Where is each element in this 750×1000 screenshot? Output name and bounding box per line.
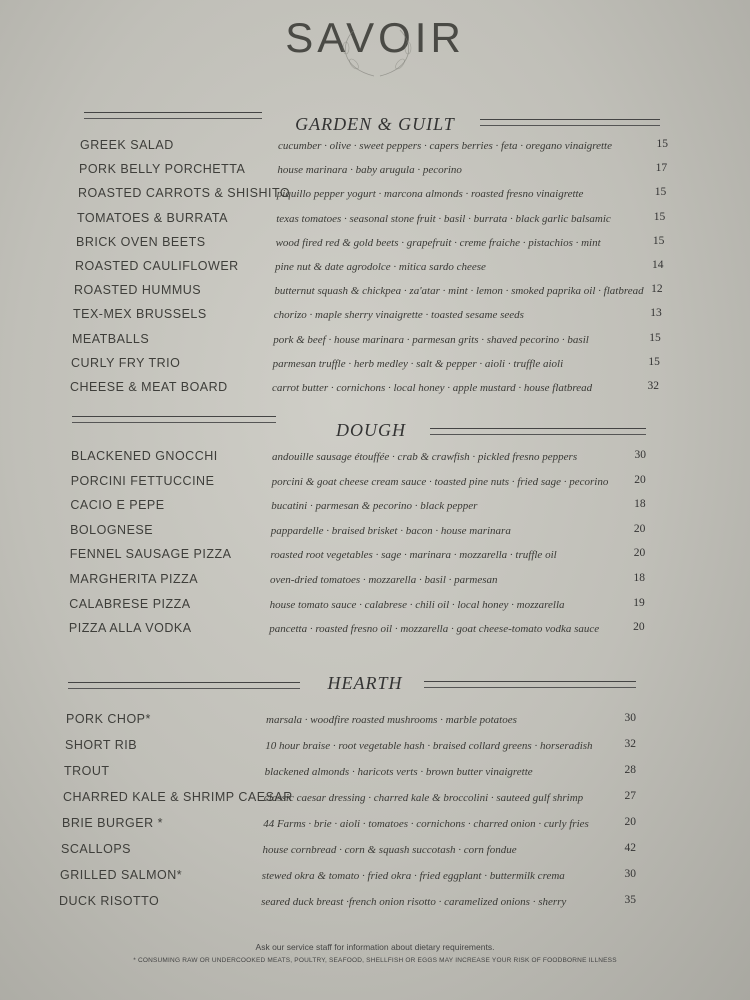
- menu-item-description: classic caesar dressing · charred kale & broccolini · sauteed gulf shrimp: [263, 792, 584, 804]
- section-title-garden: GARDEN & GUILT: [295, 114, 455, 134]
- menu-item: [0, 738, 750, 760]
- section-rule-right: [430, 428, 646, 435]
- menu-item: [0, 764, 750, 786]
- menu-item: [0, 572, 750, 594]
- dietary-note: Ask our service staff for information about dietary requirements.: [255, 942, 495, 952]
- menu-item-name: ROASTED CARROTS & SHISHITO: [78, 186, 291, 201]
- menu-item: [0, 523, 750, 545]
- wreath-icon: [334, 20, 420, 82]
- menu-item-description: house cornbread · corn & squash succotash · corn fondue: [262, 844, 517, 856]
- menu-item-price: 20: [633, 547, 646, 560]
- menu-item: [0, 868, 750, 890]
- menu-item-name: TOMATOES & BURRATA: [77, 210, 228, 225]
- menu-item-name: CACIO E PEPE: [70, 498, 165, 513]
- menu-item-name: CHARRED KALE & SHRIMP CAESAR: [63, 790, 293, 804]
- menu-item-name: CHEESE & MEAT BOARD: [70, 380, 228, 394]
- menu-item-name: BRIE BURGER *: [62, 816, 163, 830]
- menu-item-description: oven-dried tomatoes · mozzarella · basil · parmesan: [270, 574, 498, 586]
- menu-item-description: 10 hour braise · root vegetable hash · braised collard greens · horseradish: [265, 740, 593, 752]
- menu-item-name: DUCK RISOTTO: [59, 894, 160, 908]
- menu-item: [0, 621, 750, 643]
- menu-item: [0, 186, 750, 208]
- menu-item-price: 32: [647, 380, 659, 392]
- menu-item-description: cucumber · olive · sweet peppers · capers berries · feta · oregano vinaigrette: [278, 140, 612, 152]
- menu-item: [0, 597, 750, 619]
- menu-item: [0, 283, 750, 305]
- menu-item-price: 15: [654, 186, 667, 199]
- menu-item: [0, 816, 750, 838]
- menu-item-name: TEX-MEX BRUSSELS: [73, 307, 207, 322]
- menu-item-price: 12: [651, 283, 663, 296]
- menu-item-description: 44 Farms · brie · aioli · tomatoes · cornichons · charred onion · curly fries: [263, 818, 589, 830]
- menu-item-description: texas tomatoes · seasonal stone fruit · basil · burrata · black garlic balsamic: [276, 212, 611, 225]
- menu-item-price: 15: [656, 138, 668, 150]
- menu-item-name: PORK CHOP*: [66, 712, 151, 726]
- menu-item-price: 32: [624, 738, 636, 750]
- menu-item-price: 20: [624, 816, 636, 828]
- menu-item-description: pappardelle · braised brisket · bacon · house marinara: [270, 524, 511, 537]
- menu-item-price: 42: [624, 842, 636, 854]
- menu-item-name: GRILLED SALMON*: [60, 868, 183, 882]
- menu-item-price: 18: [633, 572, 645, 584]
- menu-item: [0, 332, 750, 354]
- foodborne-warning: * CONSUMING RAW OR UNDERCOOKED MEATS, POULTRY, SEAFOOD, SHELLFISH OR EGGS MAY INCREASE YOUR RISK OF FOODBORNE ILLNESS: [133, 957, 617, 964]
- menu-item-description: stewed okra & tomato · fried okra · fried eggplant · buttermilk crema: [261, 870, 565, 882]
- menu-item: [0, 356, 750, 378]
- menu-item: [0, 380, 750, 402]
- menu-item-name: PORCINI FETTUCCINE: [70, 473, 215, 488]
- menu-item-description: bucatini · parmesan & pecorino · black pepper: [271, 500, 478, 513]
- menu-item-name: MEATBALLS: [72, 331, 150, 346]
- menu-item-name: ROASTED CAULIFLOWER: [75, 259, 239, 273]
- menu-item-name: CURLY FRY TRIO: [71, 355, 181, 370]
- menu-item-price: 15: [653, 210, 666, 223]
- menu-item-name: ROASTED HUMMUS: [74, 283, 202, 298]
- menu-item-description: andouille sausage étouffée · crab & crawfish · pickled fresno peppers: [272, 451, 578, 463]
- menu-item-description: parmesan truffle · herb medley · salt & pepper · aioli · truffle aioli: [272, 357, 564, 370]
- menu-item-name: BOLOGNESE: [70, 522, 154, 537]
- menu-item-description: blackened almonds · haricots verts · brown butter vinaigrette: [264, 766, 533, 778]
- menu-item-description: wood fired red & gold beets · grapefruit · creme fraiche · pistachios · mint: [275, 236, 601, 249]
- menu-item-description: piquillo pepper yogurt · marcona almonds · roasted fresno vinaigrette: [276, 188, 584, 201]
- menu-item-description: porcini & goat cheese cream sauce · toasted pine nuts · fried sage · pecorino: [271, 475, 609, 488]
- menu-item-price: 17: [655, 162, 668, 175]
- menu-item: [0, 235, 750, 257]
- menu-item-description: pancetta · roasted fresno oil · mozzarella · goat cheese-tomato vodka sauce: [269, 623, 600, 636]
- menu-item: [0, 138, 750, 160]
- menu-item-price: 35: [624, 894, 636, 906]
- menu-item-price: 19: [633, 596, 645, 609]
- menu-item-name: MARGHERITA PIZZA: [69, 572, 199, 586]
- menu-item: [0, 842, 750, 864]
- menu-item-description: house marinara · baby arugula · pecorino: [277, 164, 462, 177]
- menu-item-price: 30: [634, 449, 646, 461]
- menu-item-description: house tomato sauce · calabrese · chili oil · local honey · mozzarella: [269, 598, 565, 611]
- menu-item-name: BRICK OVEN BEETS: [76, 234, 206, 249]
- menu-item-price: 30: [624, 712, 636, 724]
- brand-logo: SAVOIR: [285, 14, 465, 61]
- menu-item-price: 20: [634, 473, 646, 486]
- menu-item: [0, 474, 750, 496]
- menu-item-name: SHORT RIB: [65, 738, 138, 752]
- section-rule-right: [480, 119, 660, 126]
- menu-item-price: 28: [624, 764, 636, 776]
- menu-item: [0, 790, 750, 812]
- menu-item-name: SCALLOPS: [61, 842, 132, 856]
- menu-item-name: GREEK SALAD: [80, 138, 174, 152]
- menu-item-description: marsala · woodfire roasted mushrooms · marble potatoes: [266, 714, 517, 726]
- menu-item-description: pine nut & date agrodolce · mitica sardo cheese: [275, 261, 486, 273]
- menu-item-name: PIZZA ALLA VODKA: [68, 621, 192, 636]
- menu-item: [0, 162, 750, 184]
- menu-item-name: CALABRESE PIZZA: [69, 596, 191, 611]
- menu-item-description: chorizo · maple sherry vinaigrette · toasted sesame seeds: [273, 309, 524, 322]
- menu-item-name: PORK BELLY PORCHETTA: [79, 162, 246, 177]
- menu-item: [0, 211, 750, 233]
- menu-item: [0, 449, 750, 471]
- menu-item-price: 15: [648, 355, 660, 368]
- section-title-dough: DOUGH: [336, 420, 406, 440]
- menu-item-name: FENNEL SAUSAGE PIZZA: [69, 547, 232, 562]
- menu-item-description: roasted root vegetables · sage · marinara · mozzarella · truffle oil: [270, 549, 557, 562]
- menu-item-price: 30: [624, 868, 636, 880]
- menu-item-description: seared duck breast ·french onion risotto · caramelized onions · sherry: [261, 896, 567, 908]
- menu-item-name: BLACKENED GNOCCHI: [71, 449, 218, 463]
- menu-item-description: butternut squash & chickpea · za'atar · mint · lemon · smoked paprika oil · flatbread: [274, 285, 644, 298]
- menu-item-price: 15: [649, 331, 661, 344]
- menu-item: [0, 259, 750, 281]
- menu-item-price: 27: [624, 790, 636, 802]
- menu-item-price: 15: [652, 234, 665, 247]
- menu-item-description: carrot butter · cornichons · local honey · apple mustard · house flatbread: [272, 382, 593, 394]
- menu-item-price: 18: [634, 498, 646, 511]
- menu-item-price: 20: [633, 522, 646, 535]
- menu-item: [0, 894, 750, 916]
- menu-item-price: 20: [633, 621, 645, 634]
- menu-item-price: 13: [650, 307, 662, 320]
- menu-item: [0, 547, 750, 569]
- menu-item: [0, 307, 750, 329]
- menu-item-description: pork & beef · house marinara · parmesan grits · shaved pecorino · basil: [273, 333, 589, 346]
- menu-item-price: 14: [652, 259, 664, 271]
- section-rule-right: [424, 681, 636, 688]
- menu-item: [0, 712, 750, 734]
- section-title-hearth: HEARTH: [327, 673, 403, 693]
- menu-item: [0, 498, 750, 520]
- menu-item-name: TROUT: [64, 764, 110, 778]
